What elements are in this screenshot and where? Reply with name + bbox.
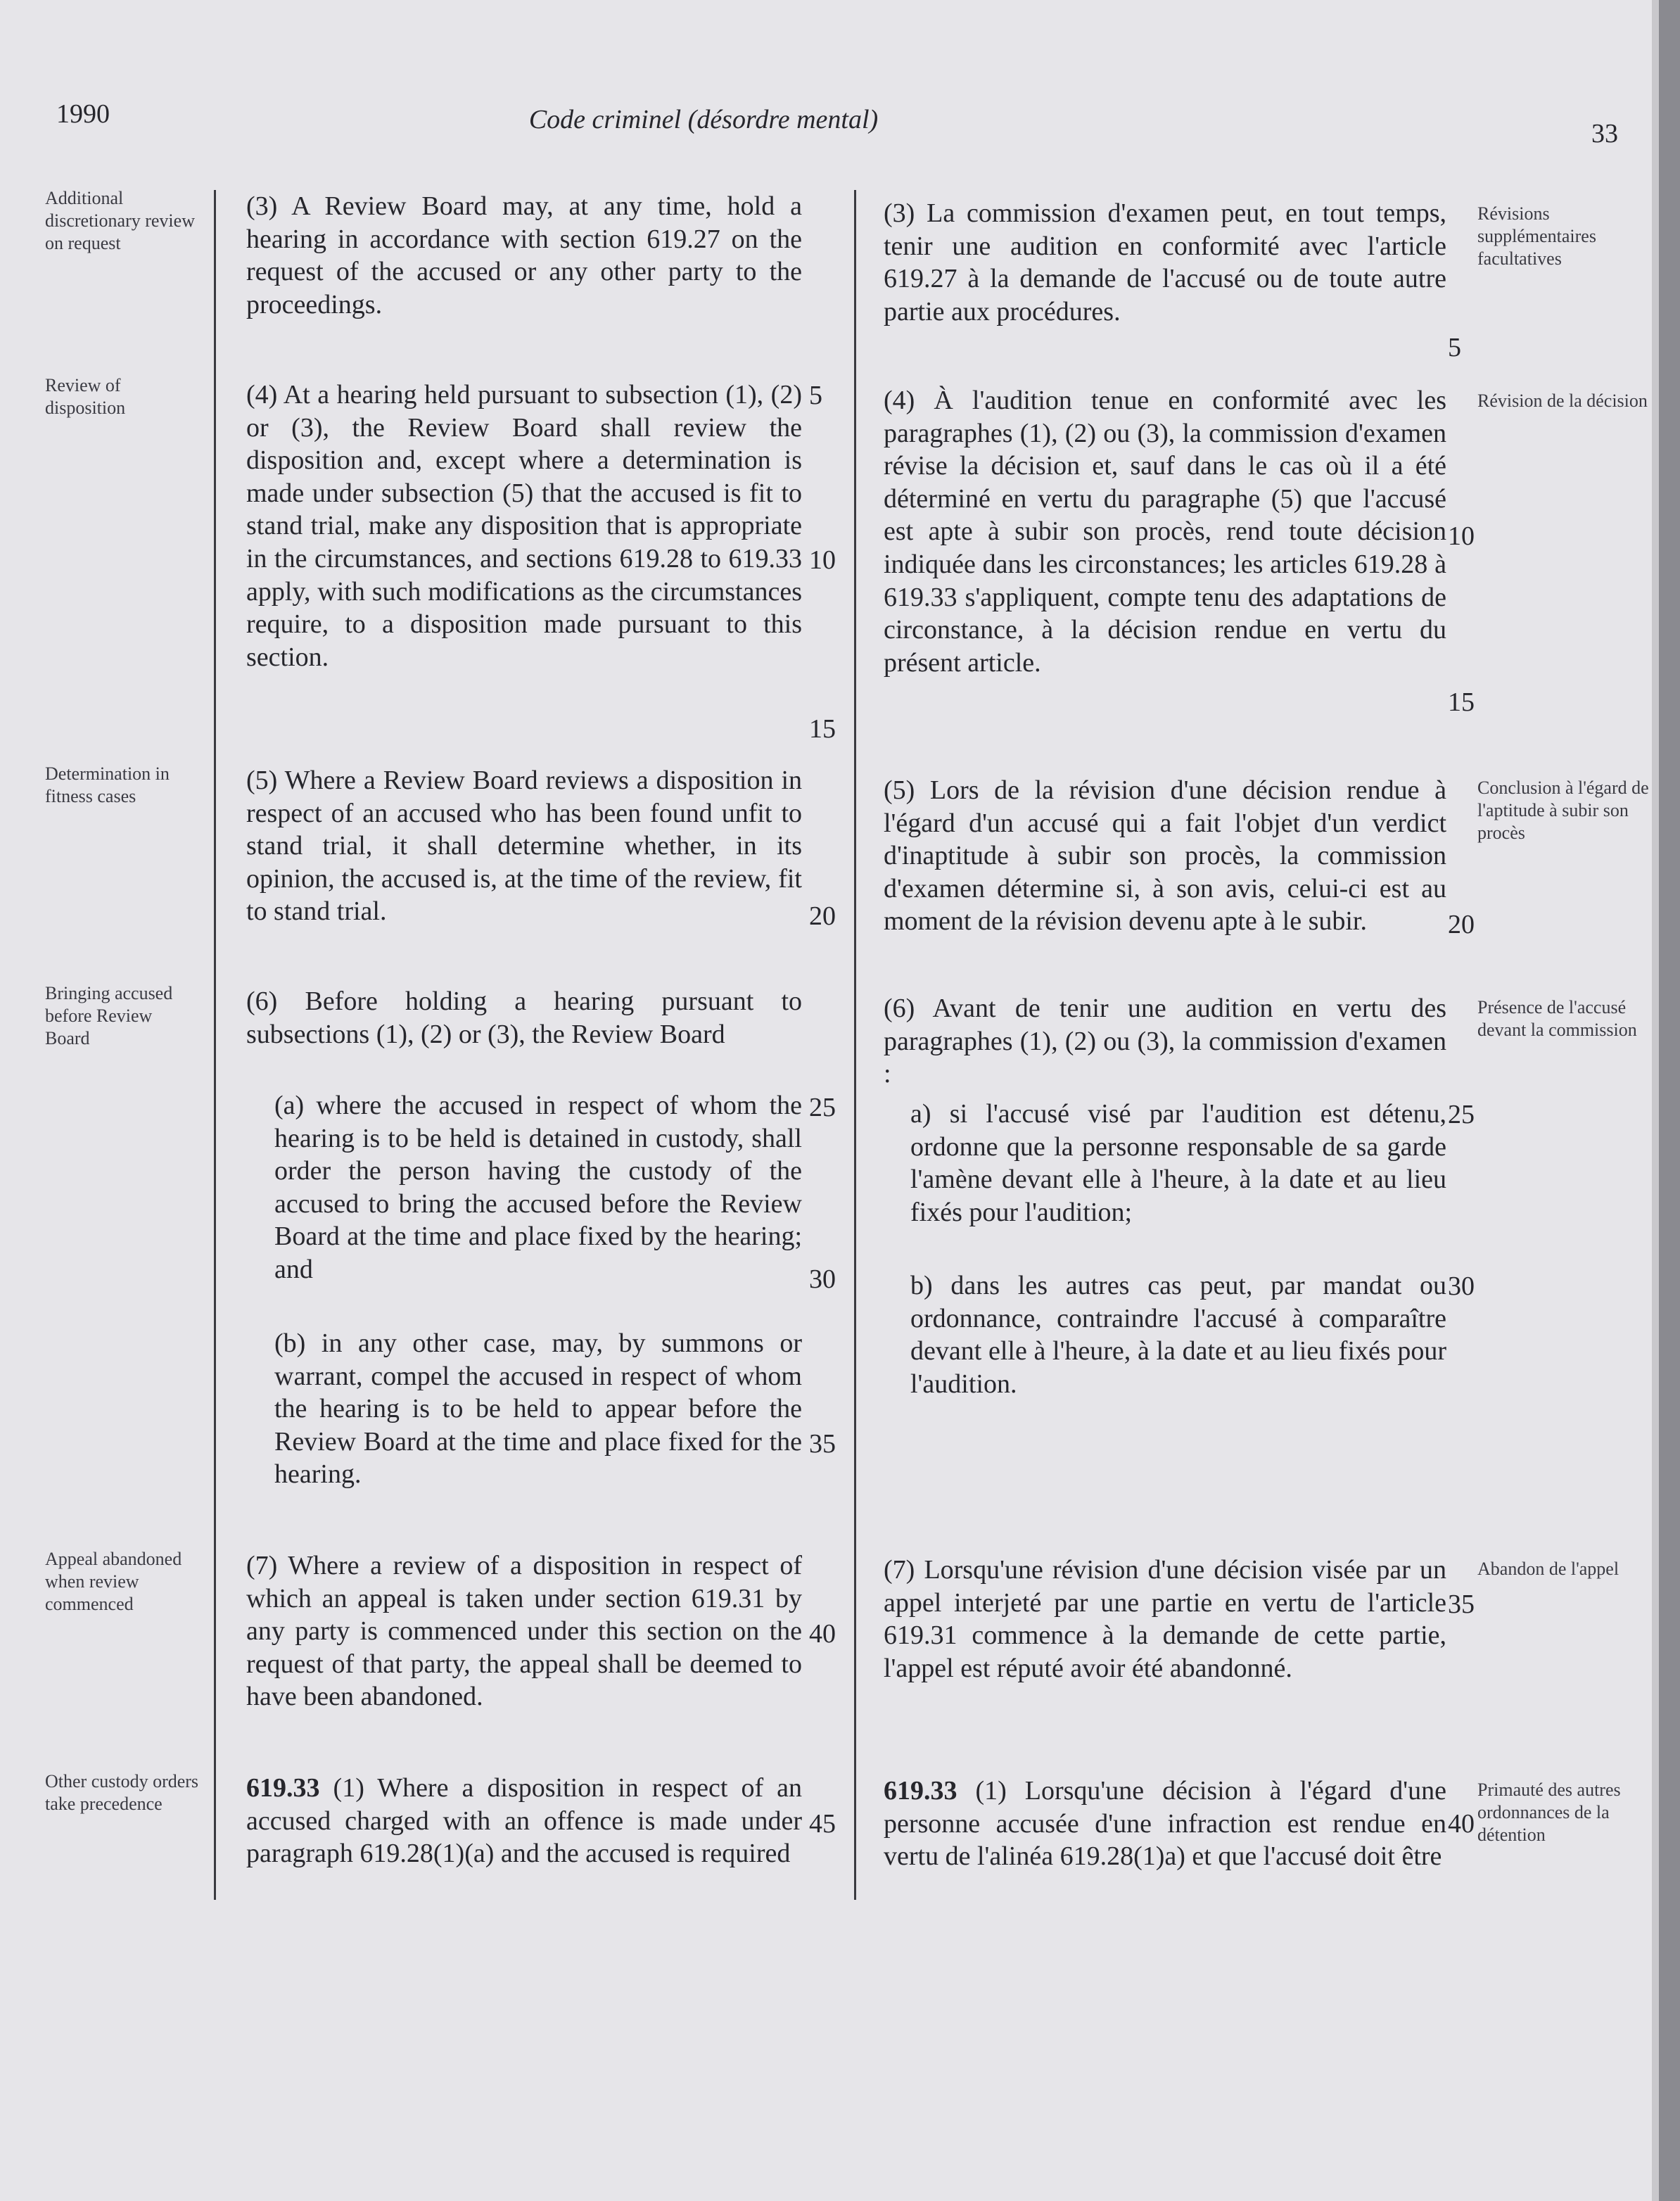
subsection-6-fr: (6) Avant de tenir une audition en vertu des paragraphes (1), (2) ou (3), la commission d'examen :: [884, 994, 1446, 1089]
section-619-33-en: [246, 1772, 802, 1870]
section-number: 619.33: [246, 1773, 320, 1803]
line-number-fr: 20: [1448, 910, 1475, 939]
page-edge-shadow: [1659, 0, 1680, 2201]
line-number-fr: 10: [1448, 521, 1475, 551]
margin-note-fr: Révisions supplémentaires facultatives: [1477, 203, 1596, 269]
section-text: (1) Lorsqu'une décision à l'égard d'une personne accusée d'une infraction est rendue en vertu de l'alinéa 619.28(1)a) et que l'accusé doit être: [884, 1776, 1446, 1872]
subsection-3-en: (3) A Review Board may, at any time, hold a hearing in accordance with section 619.27 on the request of the accused or any other party to the proceedings.: [246, 191, 802, 319]
paragraph-6b-en: (b) in any other case, may, by summons or warrant, compel the accused in respect of whom the hearing is to be held to appear before the Review Board at the time and place fixed for the hearing.: [274, 1328, 802, 1490]
subsection-4-fr: (4) À l'audition tenue en conformité avec les paragraphes (1), (2) ou (3), la commission d'examen révise la décision et, sauf dans le cas où il a été déterminé en vertu du paragraphe (5) que l'accusé est apte à subir son procès, rend toute décision indiquée dans les circonstances; les articles 619.28 à 619.33 s'appliquent, compte tenu des adaptations de circonstance, à la décision rendue en vertu du présent article.: [884, 386, 1446, 678]
margin-note-en: Appeal abandoned when review commenced: [45, 1549, 182, 1614]
line-number-en: 40: [809, 1619, 836, 1649]
subsection-7-en: (7) Where a review of a disposition in respect of which an appeal is taken under section 619.31 by any party is commenced under this section on the request of that party, the appeal shall be deemed to have been abandoned.: [246, 1551, 802, 1712]
line-number-en: 30: [809, 1264, 836, 1294]
margin-note-fr: Conclusion à l'égard de l'aptitude à subir son procès: [1477, 778, 1649, 843]
page-year: 1990: [56, 99, 110, 129]
margin-note-en: Additional discretionary review on request: [45, 188, 195, 253]
page-number: 33: [1591, 119, 1618, 148]
page-title: Code criminel (désordre mental): [528, 105, 879, 134]
margin-note-en: Other custody orders take precedence: [45, 1771, 199, 1814]
line-number-en: 5: [809, 381, 822, 410]
subsection-4-en: (4) At a hearing held pursuant to subsection (1), (2) or (3), the Review Board shall review the disposition and, except where a determination is made under subsection (5) that the accused is fit to stand trial, make any disposition that is appropriate in the circumstances, and sections 619.28 to 619.33 apply, with such modifications as the circumstances require, to a disposition made pursuant to this section.: [246, 380, 802, 672]
subsection-3-fr: (3) La commission d'examen peut, en tout temps, tenir une audition en conformité avec l'article 619.27 à la demande de l'accusé ou de toute autre partie aux procédures.: [884, 198, 1446, 326]
line-number-en: 10: [809, 545, 836, 575]
left-column-rule: [214, 190, 216, 1900]
subsection-5-en: (5) Where a Review Board reviews a disposition in respect of an accused who has been found unfit to stand trial, it shall determine whether, in its opinion, the accused is, at the time of the review, fit to stand trial.: [246, 766, 802, 927]
section-number: 619.33: [884, 1776, 957, 1806]
margin-note-fr: Présence de l'accusé devant la commission: [1477, 997, 1637, 1040]
margin-note-en: Review of disposition: [45, 375, 126, 418]
line-number-en: 25: [809, 1093, 836, 1122]
subsection-5-fr: (5) Lors de la révision d'une décision rendue à l'égard d'un accusé qui a fait l'objet d'un verdict d'inaptitude à subir son procès, la commission d'examen détermine si, à son avis, celui-ci est au moment de la révision devenu apte à le subir.: [884, 775, 1446, 937]
line-number-fr: 25: [1448, 1100, 1475, 1129]
page-edge: [1652, 0, 1659, 2201]
paragraph-6a-fr: a) si l'accusé visé par l'audition est détenu, ordonne que la personne responsable de sa garde l'amène devant elle à l'heure, à la date et au lieu fixés pour l'audition;: [910, 1099, 1446, 1227]
line-number-en: 45: [809, 1809, 836, 1839]
margin-note-en: Bringing accused before Review Board: [45, 983, 173, 1048]
paragraph-6b-fr: b) dans les autres cas peut, par mandat ou ordonnance, contraindre l'accusé à comparaître devant elle à l'heure, à la date et au lieu fixés pour l'audition.: [910, 1271, 1446, 1399]
margin-note-fr: Révision de la décision: [1477, 391, 1648, 411]
line-number-fr: 30: [1448, 1271, 1475, 1301]
line-number-fr: 35: [1448, 1590, 1475, 1619]
line-number-en: 15: [809, 714, 836, 744]
paragraph-6a-en: (a) where the accused in respect of whom the hearing is to be held is detained in custody, shall order the person having the custody of the accused to bring the accused before the Review Board at the time and place fixed by the hearing; and: [274, 1091, 802, 1284]
line-number-fr: 5: [1448, 333, 1461, 362]
margin-note-fr: Abandon de l'appel: [1477, 1559, 1619, 1579]
line-number-fr: 15: [1448, 687, 1475, 717]
section-text: (1) Where a disposition in respect of an accused charged with an offence is made under paragraph 619.28(1)(a) and the accused is required: [246, 1773, 803, 1869]
center-column-rule: [854, 190, 856, 1900]
margin-note-en: Determination in fitness cases: [45, 763, 170, 806]
margin-note-fr: Primauté des autres ordonnances de la détention: [1477, 1780, 1621, 1845]
line-number-fr: 40: [1448, 1809, 1475, 1839]
line-number-en: 20: [809, 901, 836, 931]
line-number-en: 35: [809, 1429, 836, 1459]
section-619-33-fr: [884, 1775, 1446, 1873]
subsection-7-fr: (7) Lorsqu'une révision d'une décision visée par un appel interjeté par une partie en vertu de l'article 619.31 commence à la demande de cette partie, l'appel est réputé avoir été abandonné.: [884, 1555, 1446, 1683]
subsection-6-en: (6) Before holding a hearing pursuant to subsections (1), (2) or (3), the Review Board: [246, 987, 802, 1049]
